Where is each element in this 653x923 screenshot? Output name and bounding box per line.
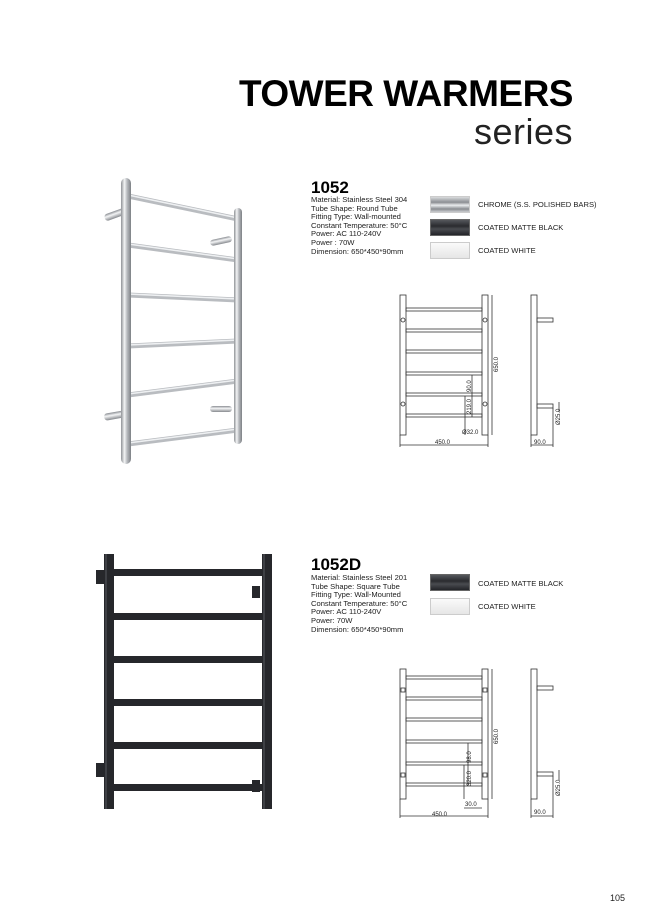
spec-item: Power: AC 110-240V (311, 607, 382, 617)
dim-post: Ø25.0 (556, 779, 562, 796)
dim-spacing: 98.0 (467, 751, 473, 763)
page-number: 105 (609, 893, 625, 903)
spec-item: Constant Temperature: 50°C (311, 598, 408, 608)
dim-tube: Ø32.0 (462, 430, 479, 436)
model-number-1052: 1052 (311, 178, 349, 197)
swatch-chrome (430, 196, 470, 213)
swatch-matte-black (430, 219, 470, 236)
spec-item: Material: Stainless Steel 201 (311, 573, 408, 582)
spec-list-1052 (311, 196, 407, 256)
spec-item: Power : 70W (311, 237, 355, 247)
dim-height: 650.0 (494, 356, 500, 372)
finish-label: COATED WHITE (478, 246, 536, 255)
finish-label: COATED MATTE BLACK (478, 223, 564, 232)
spec-item: Constant Temperature: 50°C (311, 220, 408, 230)
spec-item: Power: AC 110-240V (311, 229, 382, 239)
dim-spacing: 90.0 (467, 380, 473, 392)
product-image-1052 (98, 172, 248, 467)
spec-item: Fitting Type: Wall-mounted (311, 212, 401, 222)
spec-item: Dimension: 650*450*90mm (311, 624, 404, 634)
spec-item: Tube Shape: Round Tube (311, 203, 398, 213)
swatch-white (430, 242, 470, 259)
model-number-1052D: 1052D (311, 555, 362, 574)
spec-list-1052D (311, 574, 407, 634)
series-subtitle: series (473, 111, 573, 152)
series-title: TOWER WARMERS (238, 73, 573, 114)
spec-item: Fitting Type: Wall-Mounted (311, 590, 401, 600)
finish-label: CHROME (S.S. POLISHED BARS) (478, 200, 597, 209)
spec-item: Material: Stainless Steel 304 (311, 195, 408, 204)
dim-width: 450.0 (432, 812, 448, 818)
dim-post: Ø25.0 (556, 408, 562, 425)
technical-drawing-1052-side (525, 292, 565, 452)
spec-item: Dimension: 650*450*90mm (311, 246, 404, 256)
finish-label: COATED WHITE (478, 602, 536, 611)
dim-bottom: 320.0 (467, 770, 473, 786)
technical-drawing-1052D-side (525, 666, 565, 826)
dim-height: 650.0 (494, 728, 500, 744)
page-title (239, 74, 573, 150)
spec-item: Power: 70W (311, 615, 353, 625)
dim-tube: 30.0 (465, 802, 477, 808)
dim-depth: 90.0 (534, 810, 546, 816)
swatch-matte-black (430, 574, 470, 591)
technical-drawing-1052D-front (392, 666, 522, 826)
dim-width: 450.0 (435, 440, 451, 446)
product-image-1052D (90, 550, 280, 815)
dim-bottom: 219.0 (467, 398, 473, 414)
spec-item: Tube Shape: Square Tube (311, 581, 400, 591)
technical-drawing-1052-front (392, 292, 522, 452)
finish-label: COATED MATTE BLACK (478, 579, 564, 588)
swatch-white (430, 598, 470, 615)
dim-depth: 90.0 (534, 440, 546, 446)
